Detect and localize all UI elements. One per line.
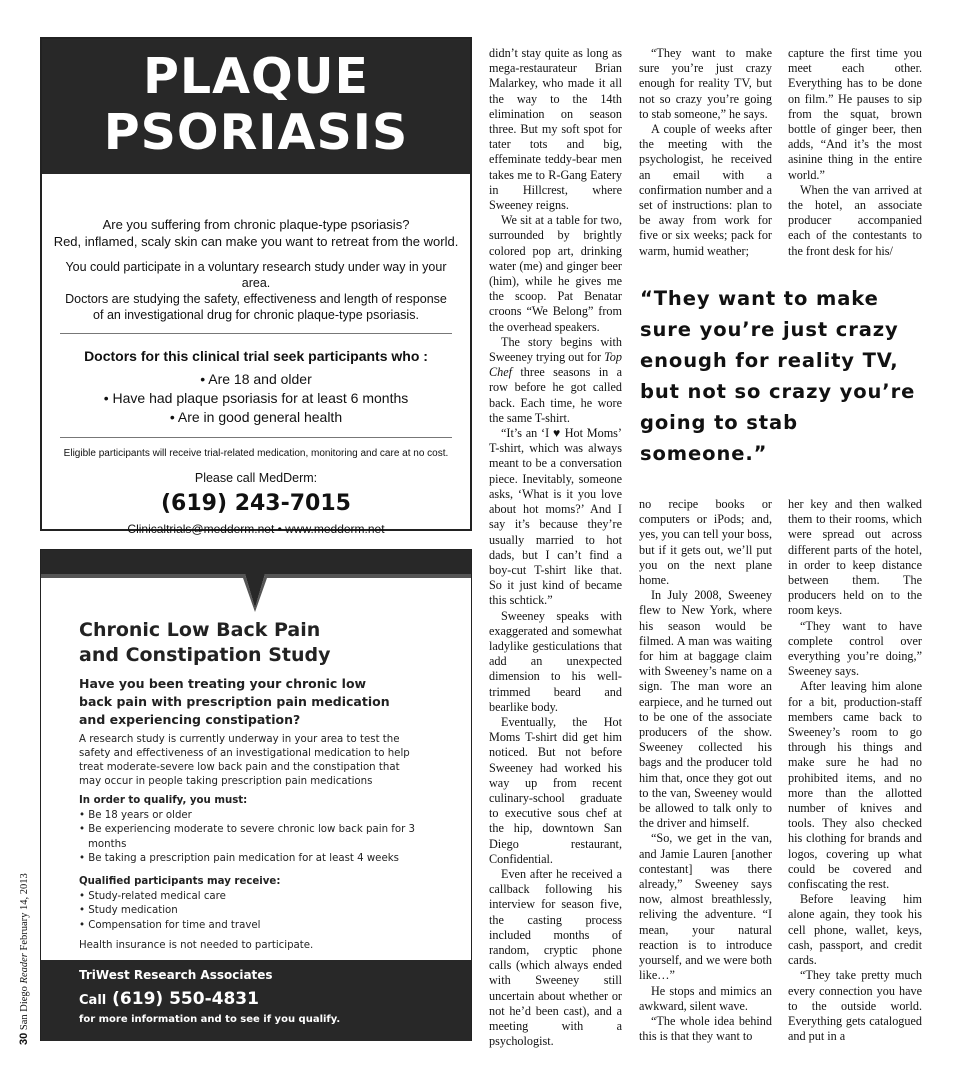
psoriasis-desc-line2: Doctors are studying the safety, effectiveness and length of response — [65, 292, 447, 306]
backpain-body-line1: A research study is currently underway in your area to test the — [79, 734, 400, 745]
backpain-qualify-list — [79, 809, 444, 866]
backpain-title-line2: and Constipation Study — [79, 644, 331, 666]
psoriasis-call-prompt: Please call MedDerm: — [194, 471, 318, 485]
article-paragraph: “They want to make sure you’re just crazy enough for reality TV, but not so crazy you’re going to stab someone,” he says. — [639, 46, 772, 121]
psoriasis-ad-banner — [42, 39, 470, 174]
psoriasis-description — [42, 259, 470, 323]
article-paragraph: After leaving him alone for a bit, production-staff members came back to Sweeney’s room to go through his things and make sure he had no prohibited items, and no more than the allotted number of knives and tools. They also checked his clothing for brands and logos, covering up what could be covered and confiscating the rest. — [788, 679, 922, 892]
psoriasis-question — [42, 216, 470, 250]
article-paragraph: “They want to have complete control over everything you’re doing,” Sweeney says. — [788, 618, 922, 679]
article-paragraph: no recipe books or computers or iPods; and, yes, you can tell your boss, but if it gets out, we’ll put you on the next plane home. — [639, 497, 772, 588]
article-paragraph — [489, 335, 622, 426]
psoriasis-divider — [60, 437, 452, 438]
backpain-body-line4: may occur in people taking prescription pain medications — [79, 776, 373, 787]
article-column-3-bottom — [788, 497, 922, 1044]
backpain-insurance-note: Health insurance is not needed to participate. — [79, 940, 314, 951]
psoriasis-criterion: • Are 18 and older — [200, 371, 312, 387]
article-column-3-top — [788, 46, 922, 259]
backpain-subtitle-line1: Have you been treating your chronic low — [79, 676, 367, 691]
article-paragraph: Eventually, the Hot Moms T-shirt did get him noticed. But not before Sweeney had worked his way up from recent culinary-school graduate to executive sous chef at the hip, downtown San Diego restaurant, Confidential. — [489, 714, 622, 866]
psoriasis-criterion: • Have had plaque psoriasis for at least 6 months — [103, 390, 409, 406]
article-column-2-bottom — [639, 497, 772, 1044]
article-paragraph: her key and then walked them to their rooms, which were spread out across different parts of the hotel, in order to keep distance between them. The producers held on to the room keys. — [788, 497, 922, 618]
backpain-receive-list — [79, 890, 444, 933]
psoriasis-criterion: • Are in good general health — [169, 409, 343, 425]
psoriasis-criteria-heading: Doctors for this clinical trial seek participants who : — [84, 348, 428, 364]
psoriasis-criteria-list — [42, 370, 470, 427]
backpain-ad — [40, 549, 472, 1041]
backpain-subtitle-line3: and experiencing constipation? — [79, 712, 301, 727]
backpain-receive-item: • Compensation for time and travel — [79, 919, 444, 933]
issue-date: February 14, 2013 — [19, 873, 30, 951]
backpain-subtitle-line2: back pain with prescription pain medication — [79, 694, 390, 709]
psoriasis-eligibility: Eligible participants will receive trial-related medication, monitoring and care at no cost. — [63, 448, 449, 459]
page-number: 30 — [18, 1032, 30, 1045]
article-paragraph: “They take pretty much every connection you have to the outside world. Everything gets catalogued and put in a — [788, 968, 922, 1044]
psoriasis-headline-line2: PSORIASIS — [103, 104, 409, 161]
backpain-ad-notch — [41, 550, 471, 612]
article-text: The story begins with Sweeney trying out for — [489, 334, 622, 365]
article-paragraph: Even after he received a callback following his interview for season five, the casting process included months of random, cryptic phone calls (which always ended with Sweeney still uncertain about whether or not he’d been cast), and a meeting with a psychologist. — [489, 866, 622, 1049]
backpain-sponsor: TriWest Research Associates — [79, 968, 273, 982]
article-column-1 — [489, 46, 622, 1049]
psoriasis-question-line1: Are you suffering from chronic plaque-type psoriasis? — [102, 217, 410, 232]
article-paragraph: Before leaving him alone again, they took his cell phone, wallet, keys, cash, passport, and credit cards. — [788, 892, 922, 968]
psoriasis-question-line2: Red, inflamed, scaly skin can make you want to retreat from the world. — [53, 234, 459, 249]
show-title: Top Chef — [489, 350, 622, 380]
backpain-body-line2: safety and effectiveness of an investigational medication to help — [79, 748, 410, 759]
backpain-qualify-item: • Be experiencing moderate to severe chronic low back pain for 3 months — [79, 823, 424, 852]
article-column-2-top — [639, 46, 772, 259]
psoriasis-phone[interactable]: (619) 243-7015 — [161, 491, 351, 516]
backpain-title — [79, 618, 330, 668]
backpain-qualify-heading: In order to qualify, you must: — [79, 795, 248, 806]
backpain-receive-heading: Qualified participants may receive: — [79, 876, 281, 887]
backpain-call-line — [79, 989, 471, 1009]
article-paragraph: In July 2008, Sweeney flew to New York, where his season would be filmed. A man was waiting for him at baggage claim with Sweeney’s name on a sign. The man wore an earpiece, and he turned out to be one of the associate producers of the show. Sweeney collected his bags and the producer told him that, once they got out to the van, Sweeney would be allowed to talk only to the driver and himself. — [639, 588, 772, 831]
article-paragraph: When the van arrived at the hotel, an associate producer accompanied each of the contestants to the front desk for his/ — [788, 182, 922, 258]
article-paragraph: capture the first time you meet each other. Everything has to be done on film.” He pauses to sip from the squat, brown bottle of ginger beer, then adds, “And it’s the most asinine thing in the entire world.” — [788, 46, 922, 182]
backpain-receive-item: • Study medication — [79, 904, 444, 918]
article-text: three seasons in a row before he got called back. Each time, he wore the same T-shirt. — [489, 365, 622, 425]
backpain-call-label: Call — [79, 993, 107, 1008]
article-paragraph: “So, we get in the van, and Jamie Lauren [another contestant] was there already,” Sweeney says now, almost breathlessly, reliving the adventure. “I mean, your natural reaction is to introduce yourself, and we were both like…” — [639, 831, 772, 983]
backpain-footer — [41, 960, 471, 1041]
backpain-qualify-item: • Be 18 years or older — [79, 809, 444, 823]
psoriasis-headline-line1: PLAQUE — [143, 48, 369, 105]
psoriasis-contact[interactable]: Clinicaltrials@medderm.net • www.medderm.net — [127, 522, 385, 536]
article-paragraph: He stops and mimics an awkward, silent wave. — [639, 983, 772, 1013]
article-paragraph: “It’s an ‘I ♥ Hot Moms’ T-shirt, which was always meant to be a conversation piece. Inevitably, someone asks, ‘What is it you love about hot moms?’ And I say it’s because they’re usually married to hot dads, but I can’t find a boy-cut T-shirt like that. So it just kind of became this schtick.” — [489, 426, 622, 608]
publication-name-italic: Reader — [19, 953, 30, 984]
backpain-phone[interactable]: (619) 550-4831 — [112, 989, 259, 1009]
backpain-subtitle — [79, 675, 439, 729]
article-paragraph: We sit at a table for two, surrounded by brightly colored pop art, drinking water (me) and ginger beer (him), while he gives me the scoop. Pat Benatar croons “We Belong” from the overhead speakers. — [489, 213, 622, 334]
publication-name: San Diego — [19, 986, 30, 1031]
pull-quote: “They want to make sure you’re just crazy enough for reality TV, but not so crazy you’re going to stab someone.” — [640, 287, 916, 465]
backpain-receive-item: • Study-related medical care — [79, 890, 444, 904]
psoriasis-divider — [60, 333, 452, 334]
backpain-more-info: for more information and to see if you qualify. — [79, 1014, 341, 1025]
backpain-qualify-item: • Be taking a prescription pain medication for at least 4 weeks — [79, 852, 444, 866]
psoriasis-desc-line3: of an investigational drug for chronic plaque-type psoriasis. — [93, 308, 419, 322]
page-folio — [18, 873, 30, 1045]
article-paragraph: Sweeney speaks with exaggerated and somewhat ladylike gesticulations that add an unexpected dimension to his well-trimmed beard and bearlike body. — [489, 608, 622, 714]
article-paragraph: “The whole idea behind this is that they want to — [639, 1013, 772, 1044]
article-paragraph: A couple of weeks after the meeting with the psychologist, he received an email with a confirmation number and a set of instructions: plan to be away from work for five or six weeks; pack for warm, humid weather; — [639, 122, 772, 258]
psoriasis-ad — [40, 37, 472, 536]
article-paragraph: didn’t stay quite as long as mega-restaurateur Brian Malarkey, who made it all the way to the 14th elimination on season three. But my soft spot for tater tots and big, effeminate teddy-bear men takes me to R-Gang Eatery in Hillcrest, where Sweeney reigns. — [489, 46, 622, 213]
backpain-body-line3: treat moderate-severe low back pain and the constipation that — [79, 762, 400, 773]
backpain-title-line1: Chronic Low Back Pain — [79, 619, 321, 641]
psoriasis-desc-line1: You could participate in a voluntary research study under way in your area. — [65, 260, 447, 290]
backpain-body — [79, 733, 444, 789]
